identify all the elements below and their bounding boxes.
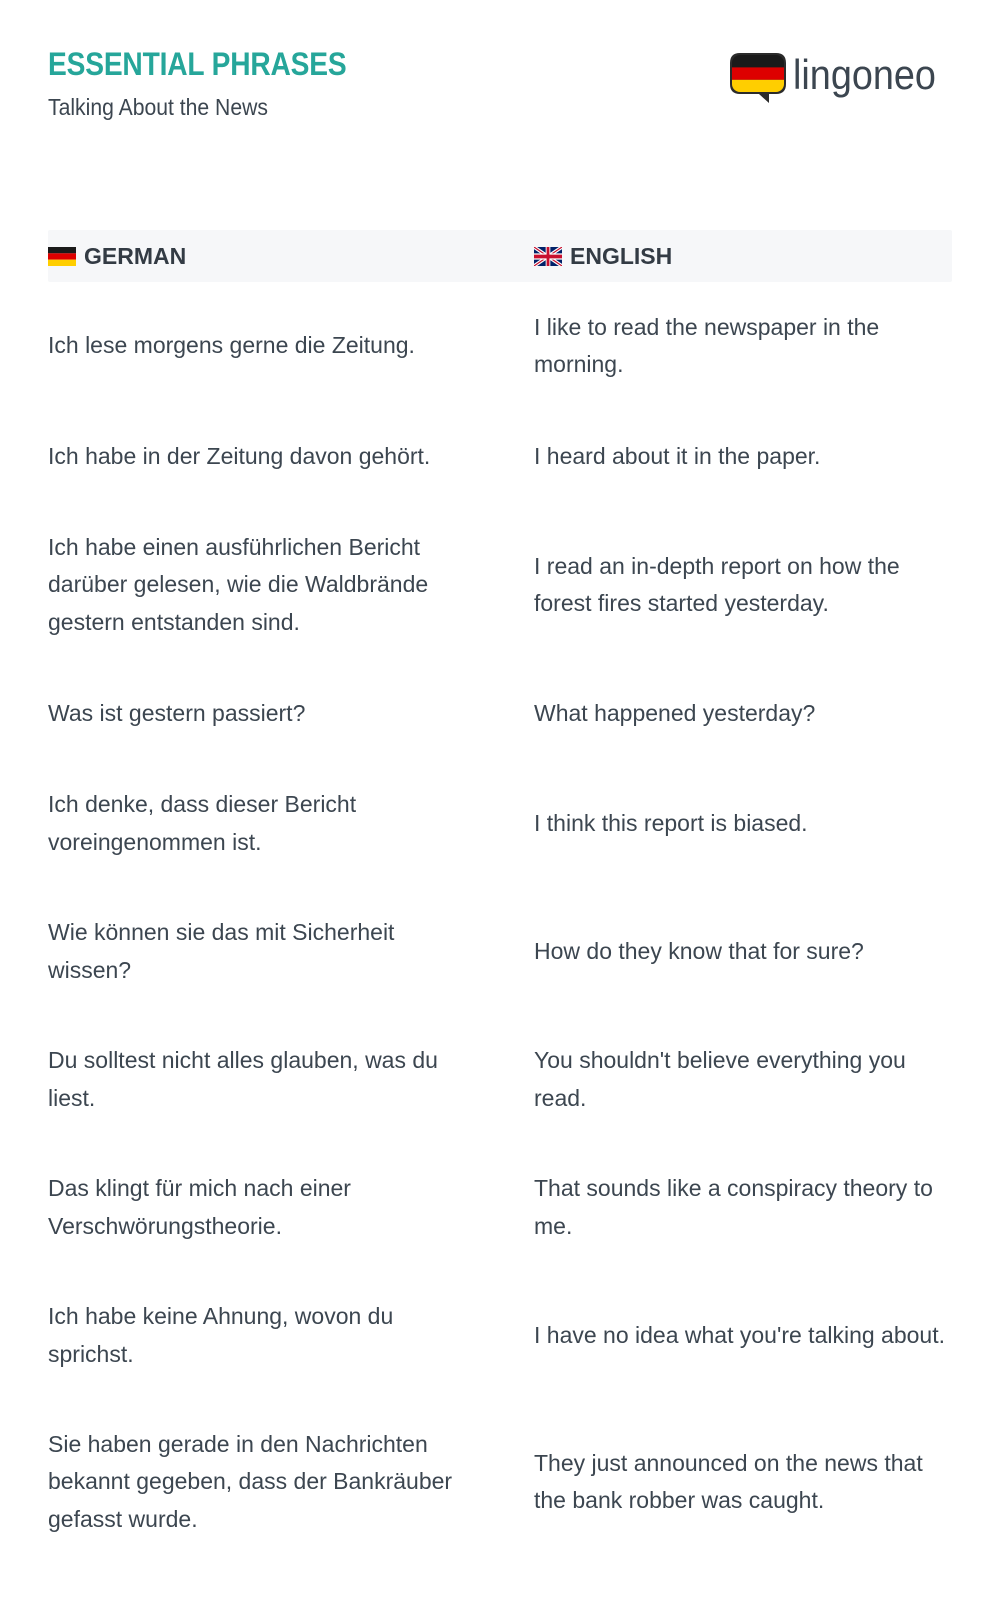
table-row: [48, 1272, 952, 1400]
german-phrase: Ich habe in der Zeitung davon gehört.: [48, 442, 431, 469]
column-label-german: GERMAN: [84, 242, 187, 269]
table-row: [48, 282, 952, 411]
table-row: [48, 668, 952, 760]
english-phrase: What happened yesterday?: [534, 699, 816, 726]
english-phrase: I heard about it in the paper.: [534, 442, 821, 469]
german-flag-icon: [48, 247, 76, 266]
column-header-german: [48, 243, 534, 270]
english-phrase: I read an in-depth report on how the forest fires started yesterday.: [534, 552, 900, 616]
table-row: [48, 1400, 952, 1565]
german-flag-speech-bubble-icon: [729, 52, 787, 104]
page-header: [48, 46, 952, 146]
german-phrase: Sie haben gerade in den Nachrichten bekannt gegeben, dass der Bankräuber gefasst wurde.: [48, 1430, 453, 1532]
english-phrase: How do they know that for sure?: [534, 937, 864, 964]
column-label-english: ENGLISH: [570, 242, 673, 269]
column-header-english: [534, 243, 952, 270]
page-subtitle: Talking About the News: [48, 94, 268, 120]
table-row: [48, 1016, 952, 1144]
table-row: [48, 411, 952, 503]
english-phrase: That sounds like a conspiracy theory to me.: [534, 1175, 933, 1239]
table-header: [48, 230, 952, 282]
table-row: [48, 503, 952, 668]
german-phrase: Was ist gestern passiert?: [48, 699, 306, 726]
english-phrase: They just announced on the news that the bank robber was caught.: [534, 1449, 923, 1513]
german-phrase: Wie können sie das mit Sicherheit wissen?: [48, 919, 395, 983]
brand-logo[interactable]: [729, 50, 952, 106]
german-phrase: Ich habe einen ausführlichen Bericht darüber gelesen, wie die Waldbrände gestern entstanden sind.: [48, 533, 429, 635]
table-row: [48, 888, 952, 1016]
phrase-table: [48, 230, 952, 1565]
german-phrase: Das klingt für mich nach einer Verschwörungstheorie.: [48, 1175, 351, 1239]
german-phrase: Du solltest nicht alles glauben, was du liest.: [48, 1047, 438, 1111]
english-phrase: I think this report is biased.: [534, 809, 808, 836]
english-phrase: You shouldn't believe everything you read.: [534, 1047, 906, 1111]
german-phrase: Ich denke, dass dieser Bericht voreingenommen ist.: [48, 791, 357, 855]
english-phrase: I have no idea what you're talking about.: [534, 1321, 946, 1348]
table-row: [48, 760, 952, 888]
table-row: [48, 1144, 952, 1272]
english-phrase: I like to read the newspaper in the morning.: [534, 313, 880, 377]
page-title: ESSENTIAL PHRASES: [48, 46, 347, 82]
german-phrase: Ich habe keine Ahnung, wovon du sprichst.: [48, 1303, 394, 1367]
uk-flag-icon: [534, 247, 562, 266]
brand-name: lingoneo: [793, 51, 937, 98]
german-phrase: Ich lese morgens gerne die Zeitung.: [48, 332, 415, 359]
